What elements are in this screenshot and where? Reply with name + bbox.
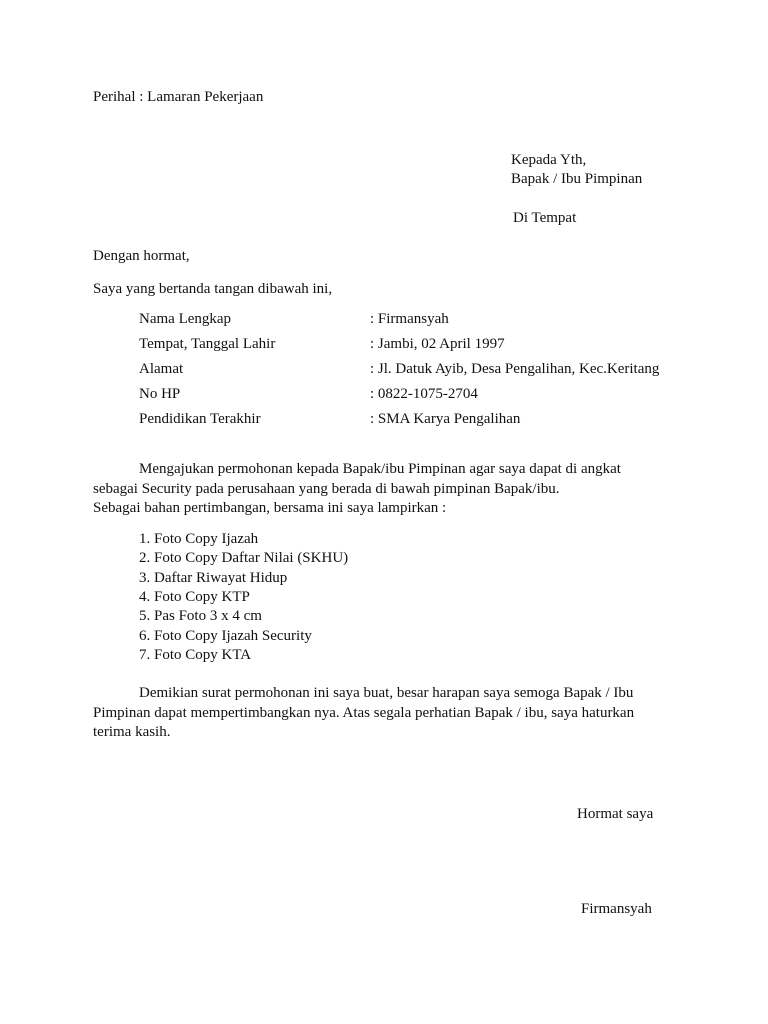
body-line-2: sebagai Security pada perusahaan yang berada di bawah pimpinan Bapak/ibu.: [93, 481, 560, 497]
body-line-1: Mengajukan permohonan kepada Bapak/ibu Pimpinan agar saya dapat di angkat: [139, 461, 621, 477]
field-label-birth: Tempat, Tanggal Lahir: [139, 336, 276, 352]
field-label-name: Nama Lengkap: [139, 311, 232, 327]
signoff: Hormat saya: [577, 806, 654, 822]
attachment-item: 6. Foto Copy Ijazah Security: [139, 628, 312, 644]
attachment-item: 7. Foto Copy KTA: [139, 647, 252, 663]
attachment-item: 3. Daftar Riwayat Hidup: [139, 570, 288, 586]
field-value-phone: : 0822-1075-2704: [370, 386, 478, 402]
field-value-name: : Firmansyah: [370, 311, 449, 327]
recipient-line-2: Bapak / Ibu Pimpinan: [511, 171, 643, 187]
closing-line-2: Pimpinan dapat mempertimbangkan nya. Atas segala perhatian Bapak / ibu, saya haturkan: [93, 705, 635, 721]
recipient-line-3: Di Tempat: [513, 210, 577, 226]
body-line-3: Sebagai bahan pertimbangan, bersama ini saya lampirkan :: [93, 500, 447, 516]
field-value-education: : SMA Karya Pengalihan: [370, 411, 521, 427]
attachment-item: 1. Foto Copy Ijazah: [139, 531, 259, 547]
closing-line-3: terima kasih.: [93, 724, 171, 740]
attachment-item: 5. Pas Foto 3 x 4 cm: [139, 608, 262, 624]
salutation: Dengan hormat,: [93, 248, 190, 264]
intro-line: Saya yang bertanda tangan dibawah ini,: [93, 281, 333, 297]
closing-line-1: Demikian surat permohonan ini saya buat, besar harapan saya semoga Bapak / Ibu: [139, 685, 634, 701]
subject-line: Perihal : Lamaran Pekerjaan: [93, 89, 264, 105]
recipient-line-1: Kepada Yth,: [511, 152, 587, 168]
field-value-birth: : Jambi, 02 April 1997: [370, 336, 505, 352]
field-label-phone: No HP: [139, 386, 181, 402]
field-label-education: Pendidikan Terakhir: [139, 411, 261, 427]
field-label-address: Alamat: [139, 361, 184, 377]
attachment-item: 4. Foto Copy KTP: [139, 589, 250, 605]
field-value-address: : Jl. Datuk Ayib, Desa Pengalihan, Kec.Keritang: [370, 361, 660, 377]
signer-name: Firmansyah: [581, 901, 652, 917]
attachment-item: 2. Foto Copy Daftar Nilai (SKHU): [139, 550, 349, 566]
